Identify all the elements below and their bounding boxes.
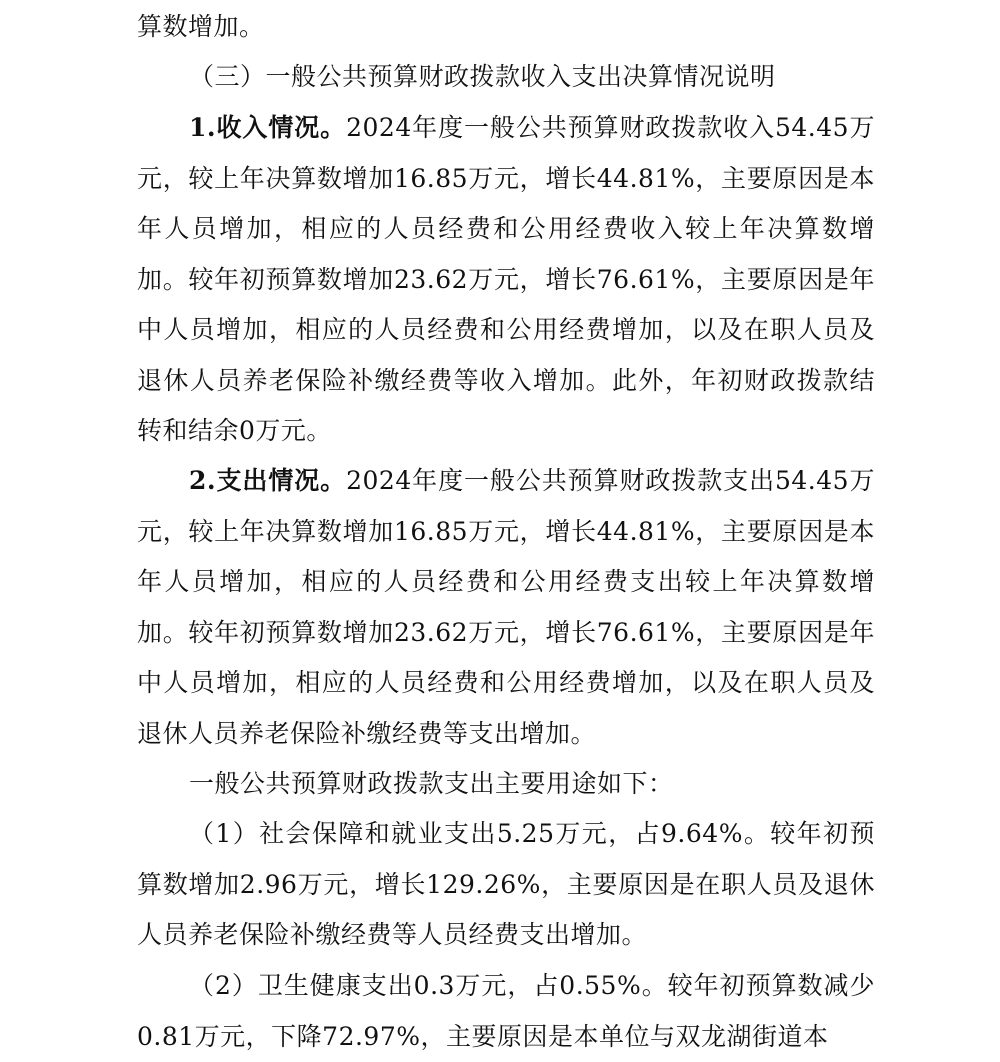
expenditure-paragraph — [137, 456, 875, 759]
usage-intro-paragraph: 一般公共预算财政拨款支出主要用途如下： — [189, 769, 674, 798]
income-label: 1.收入情况。 — [189, 113, 347, 142]
expenditure-label: 2.支出情况。 — [189, 466, 347, 495]
income-paragraph — [137, 103, 875, 457]
item-2-paragraph: （2）卫生健康支出0.3万元，占0.55%。较年初预算数减少0.81万元，下降72.97%，主要原因是本单位与双龙湖街道本 — [137, 971, 875, 1051]
income-text: 2024年度一般公共预算财政拨款收入54.45万元，较上年决算数增加16.85万元，增长44.81%，主要原因是本年人员增加，相应的人员经费和公用经费收入较上年决算数增加。较年初预算数增加23.62万元，增长76.61%，主要原因是年中人员增加，相应的人员经费和公用经费增加，以及在职人员及退休人员养老保险补缴经费等收入增加。此外，年初财政拨款结转和结余0万元。 — [137, 113, 875, 445]
section-heading: （三）一般公共预算财政拨款收入支出决算情况说明 — [189, 62, 776, 91]
top-fragment-paragraph: 算数增加。 — [137, 12, 265, 41]
expenditure-text: 2024年度一般公共预算财政拨款支出54.45万元，较上年决算数增加16.85万元，增长44.81%，主要原因是本年人员增加，相应的人员经费和公用经费支出较上年决算数增加。较年初预算数增加23.62万元，增长76.61%，主要原因是年中人员增加，相应的人员经费和公用经费增加，以及在职人员及退休人员养老保险补缴经费等支出增加。 — [137, 466, 875, 748]
item-1-paragraph: （1）社会保障和就业支出5.25万元，占9.64%。较年初预算数增加2.96万元，增长129.26%，主要原因是在职人员及退休人员养老保险补缴经费等人员经费支出增加。 — [137, 819, 875, 949]
